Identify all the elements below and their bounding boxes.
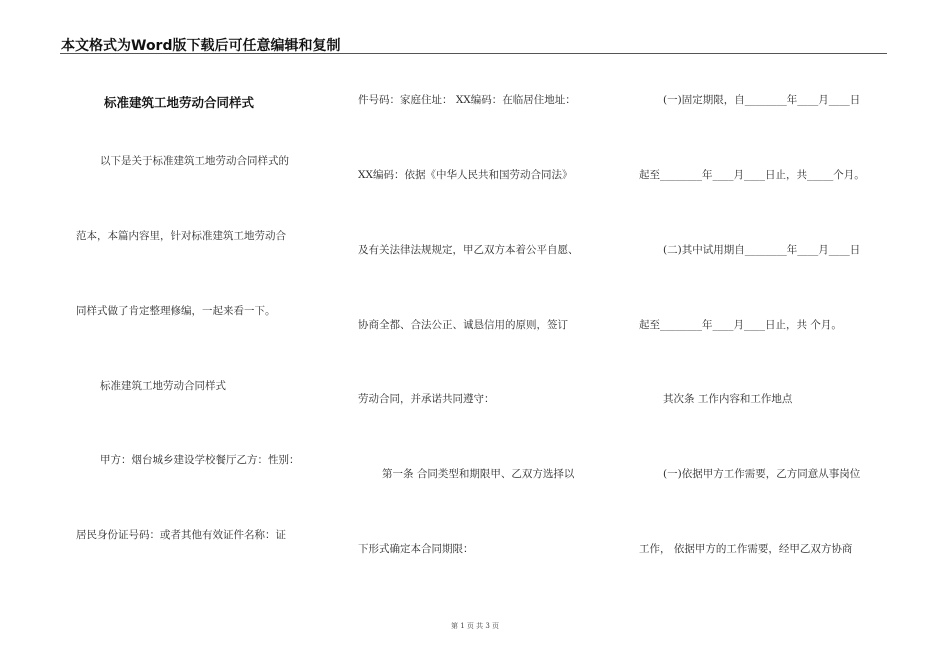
- right-line-3: (二)其中试用期自________年____月____日: [663, 244, 861, 256]
- header-divider: [60, 53, 887, 54]
- middle-line-7: 下形式确定本合同期限：: [358, 543, 474, 555]
- left-line-5: 甲方：烟台城乡建设学校餐厅乙方：性别：: [100, 454, 300, 466]
- left-line-4: 标准建筑工地劳动合同样式: [100, 380, 226, 392]
- right-line-1: (一)固定期限，自________年____月____日: [663, 94, 861, 106]
- middle-line-2: XX编码：依据《中华人民共和国劳动合同法》: [358, 169, 573, 181]
- right-line-5: 其次条 工作内容和工作地点: [663, 393, 793, 405]
- left-line-3: 同样式做了肯定整理修编，一起来看一下。: [76, 305, 276, 317]
- right-line-2: 起至________年____月____日止，共_____个月。: [639, 169, 865, 181]
- document-header: 本文格式为Word版下载后可任意编辑和复制: [61, 38, 341, 54]
- right-line-6: (一)依据甲方工作需要，乙方同意从事岗位: [663, 468, 861, 480]
- page-number: 第 1 页 共 3 页: [450, 622, 500, 630]
- document-title: 标准建筑工地劳动合同样式: [104, 95, 255, 110]
- left-line-1: 以下是关于标准建筑工地劳动合同样式的: [100, 155, 289, 167]
- left-line-6: 居民身份证号码：或者其他有效证件名称：证: [76, 529, 286, 541]
- left-line-2: 范本，本篇内容里，针对标准建筑工地劳动合: [76, 230, 286, 242]
- right-line-7: 工作， 依据甲方的工作需要，经甲乙双方协商: [639, 543, 853, 555]
- middle-line-4: 协商全都、合法公正、诚恳信用的原则，签订: [358, 319, 568, 331]
- middle-line-3: 及有关法律法规规定，甲乙双方本着公平自愿、: [358, 244, 579, 256]
- middle-line-5: 劳动合同，并承诺共同遵守：: [358, 393, 495, 405]
- right-line-4: 起至________年____月____日止，共 个月。: [639, 319, 842, 331]
- middle-line-6: 第一条 合同类型和期限甲、乙双方选择以: [382, 468, 575, 480]
- middle-line-1: 件号码：家庭住址： XX编码：在临居住地址：: [358, 94, 576, 106]
